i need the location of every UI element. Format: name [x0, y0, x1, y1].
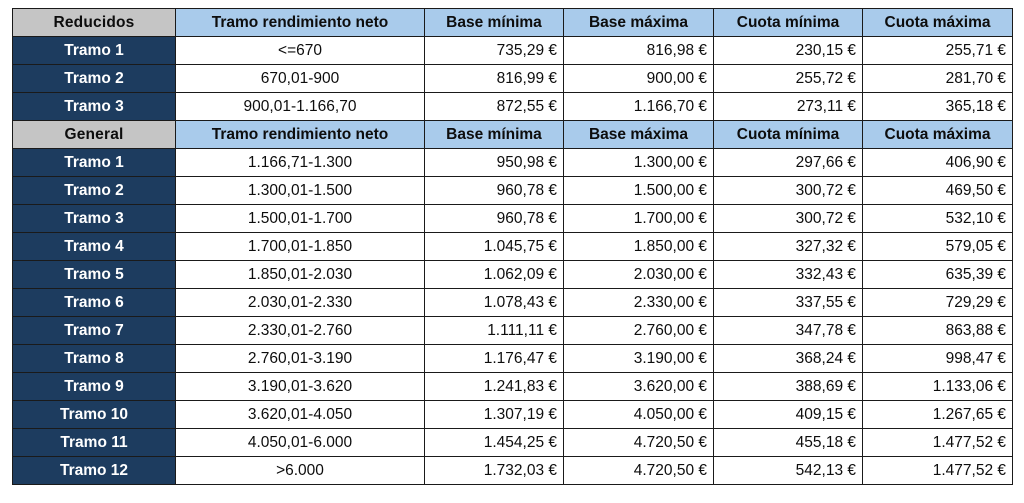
table-row	[13, 373, 1013, 401]
cell-cuota-maxima: 532,10 €	[863, 205, 1013, 233]
cell-cuota-maxima: 281,70 €	[863, 65, 1013, 93]
table-row	[13, 177, 1013, 205]
cell-base-maxima: 3.620,00 €	[564, 373, 714, 401]
cell-base-maxima: 2.330,00 €	[564, 289, 714, 317]
contribution-brackets-table	[12, 8, 1013, 485]
cell-cuota-minima: 273,11 €	[714, 93, 863, 121]
row-label: Tramo 2	[13, 177, 176, 205]
row-label: Tramo 9	[13, 373, 176, 401]
cell-cuota-maxima: 255,71 €	[863, 37, 1013, 65]
column-header: Tramo rendimiento neto	[176, 9, 425, 37]
cell-cuota-maxima: 579,05 €	[863, 233, 1013, 261]
cell-cuota-minima: 368,24 €	[714, 345, 863, 373]
cell-base-minima: 1.062,09 €	[425, 261, 564, 289]
row-label: Tramo 10	[13, 401, 176, 429]
cell-cuota-maxima: 635,39 €	[863, 261, 1013, 289]
cell-base-minima: 1.732,03 €	[425, 457, 564, 485]
table-row	[13, 261, 1013, 289]
cell-base-maxima: 3.190,00 €	[564, 345, 714, 373]
row-label: Tramo 11	[13, 429, 176, 457]
row-label: Tramo 5	[13, 261, 176, 289]
column-header: Base mínima	[425, 9, 564, 37]
cell-base-maxima: 816,98 €	[564, 37, 714, 65]
cell-base-minima: 1.176,47 €	[425, 345, 564, 373]
cell-tramo-rendimiento-neto: 1.850,01-2.030	[176, 261, 425, 289]
cell-base-maxima: 2.760,00 €	[564, 317, 714, 345]
cell-cuota-maxima: 729,29 €	[863, 289, 1013, 317]
table-row	[13, 205, 1013, 233]
cell-cuota-minima: 337,55 €	[714, 289, 863, 317]
table-row	[13, 65, 1013, 93]
cell-cuota-minima: 409,15 €	[714, 401, 863, 429]
cell-cuota-minima: 300,72 €	[714, 177, 863, 205]
table-row	[13, 401, 1013, 429]
cell-base-maxima: 2.030,00 €	[564, 261, 714, 289]
cell-base-maxima: 1.850,00 €	[564, 233, 714, 261]
table-row	[13, 149, 1013, 177]
row-label: Tramo 1	[13, 37, 176, 65]
cell-base-maxima: 1.500,00 €	[564, 177, 714, 205]
table-row	[13, 429, 1013, 457]
row-label: Tramo 8	[13, 345, 176, 373]
cell-cuota-maxima: 1.133,06 €	[863, 373, 1013, 401]
cell-cuota-maxima: 863,88 €	[863, 317, 1013, 345]
table-row	[13, 233, 1013, 261]
cell-base-minima: 1.045,75 €	[425, 233, 564, 261]
cell-tramo-rendimiento-neto: <=670	[176, 37, 425, 65]
section-header-row	[13, 9, 1013, 37]
cell-base-minima: 960,78 €	[425, 177, 564, 205]
table-row	[13, 289, 1013, 317]
cell-base-minima: 735,29 €	[425, 37, 564, 65]
cell-cuota-minima: 230,15 €	[714, 37, 863, 65]
section-title: General	[13, 121, 176, 149]
cell-base-minima: 1.454,25 €	[425, 429, 564, 457]
column-header: Tramo rendimiento neto	[176, 121, 425, 149]
cell-cuota-maxima: 406,90 €	[863, 149, 1013, 177]
column-header: Cuota mínima	[714, 9, 863, 37]
cell-cuota-minima: 255,72 €	[714, 65, 863, 93]
column-header: Base mínima	[425, 121, 564, 149]
cell-tramo-rendimiento-neto: 900,01-1.166,70	[176, 93, 425, 121]
cell-cuota-minima: 297,66 €	[714, 149, 863, 177]
cell-base-minima: 1.241,83 €	[425, 373, 564, 401]
cell-cuota-maxima: 998,47 €	[863, 345, 1013, 373]
cell-tramo-rendimiento-neto: 2.760,01-3.190	[176, 345, 425, 373]
cell-cuota-maxima: 365,18 €	[863, 93, 1013, 121]
section-header-row	[13, 121, 1013, 149]
cell-base-minima: 872,55 €	[425, 93, 564, 121]
row-label: Tramo 1	[13, 149, 176, 177]
cell-cuota-minima: 327,32 €	[714, 233, 863, 261]
cell-base-minima: 816,99 €	[425, 65, 564, 93]
cell-tramo-rendimiento-neto: 3.620,01-4.050	[176, 401, 425, 429]
cell-cuota-maxima: 1.267,65 €	[863, 401, 1013, 429]
cell-base-maxima: 900,00 €	[564, 65, 714, 93]
table-row	[13, 317, 1013, 345]
cell-base-maxima: 4.720,50 €	[564, 457, 714, 485]
cell-base-minima: 950,98 €	[425, 149, 564, 177]
cell-base-maxima: 1.300,00 €	[564, 149, 714, 177]
column-header: Cuota mínima	[714, 121, 863, 149]
cell-base-minima: 1.078,43 €	[425, 289, 564, 317]
cell-tramo-rendimiento-neto: 4.050,01-6.000	[176, 429, 425, 457]
cell-tramo-rendimiento-neto: 2.330,01-2.760	[176, 317, 425, 345]
cell-base-maxima: 4.050,00 €	[564, 401, 714, 429]
contribution-brackets-table-container	[12, 8, 1012, 485]
cell-cuota-maxima: 469,50 €	[863, 177, 1013, 205]
row-label: Tramo 3	[13, 205, 176, 233]
cell-base-maxima: 4.720,50 €	[564, 429, 714, 457]
row-label: Tramo 7	[13, 317, 176, 345]
cell-tramo-rendimiento-neto: 3.190,01-3.620	[176, 373, 425, 401]
row-label: Tramo 3	[13, 93, 176, 121]
row-label: Tramo 12	[13, 457, 176, 485]
column-header: Base máxima	[564, 121, 714, 149]
cell-cuota-minima: 332,43 €	[714, 261, 863, 289]
cell-base-maxima: 1.166,70 €	[564, 93, 714, 121]
cell-base-minima: 1.111,11 €	[425, 317, 564, 345]
cell-cuota-maxima: 1.477,52 €	[863, 457, 1013, 485]
cell-base-minima: 960,78 €	[425, 205, 564, 233]
table-row	[13, 93, 1013, 121]
cell-cuota-minima: 347,78 €	[714, 317, 863, 345]
table-row	[13, 37, 1013, 65]
row-label: Tramo 2	[13, 65, 176, 93]
row-label: Tramo 6	[13, 289, 176, 317]
column-header: Base máxima	[564, 9, 714, 37]
cell-tramo-rendimiento-neto: 1.166,71-1.300	[176, 149, 425, 177]
cell-cuota-minima: 388,69 €	[714, 373, 863, 401]
column-header: Cuota máxima	[863, 121, 1013, 149]
section-title: Reducidos	[13, 9, 176, 37]
cell-tramo-rendimiento-neto: 670,01-900	[176, 65, 425, 93]
column-header: Cuota máxima	[863, 9, 1013, 37]
cell-base-maxima: 1.700,00 €	[564, 205, 714, 233]
cell-cuota-maxima: 1.477,52 €	[863, 429, 1013, 457]
cell-tramo-rendimiento-neto: >6.000	[176, 457, 425, 485]
cell-tramo-rendimiento-neto: 1.500,01-1.700	[176, 205, 425, 233]
cell-tramo-rendimiento-neto: 2.030,01-2.330	[176, 289, 425, 317]
cell-cuota-minima: 300,72 €	[714, 205, 863, 233]
table-row	[13, 345, 1013, 373]
cell-tramo-rendimiento-neto: 1.700,01-1.850	[176, 233, 425, 261]
cell-cuota-minima: 542,13 €	[714, 457, 863, 485]
cell-base-minima: 1.307,19 €	[425, 401, 564, 429]
row-label: Tramo 4	[13, 233, 176, 261]
table-row	[13, 457, 1013, 485]
cell-cuota-minima: 455,18 €	[714, 429, 863, 457]
cell-tramo-rendimiento-neto: 1.300,01-1.500	[176, 177, 425, 205]
